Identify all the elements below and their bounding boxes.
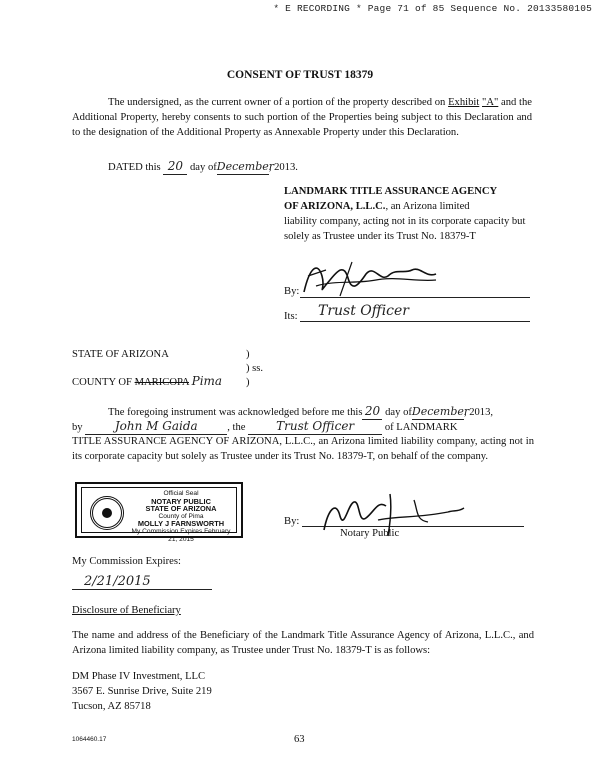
seal-border [81,487,237,543]
agency-name-2: OF ARIZONA, L.L.C. [284,201,386,212]
ack-line-2 [72,419,458,435]
commission-line [72,589,212,590]
intro-paragraph [72,95,532,141]
beneficiary-name: DM Phase IV Investment, LLC [72,671,206,682]
beneficiary-block [72,669,212,714]
dated-line [108,159,298,175]
agency-name-1: LANDMARK TITLE ASSURANCE AGENCY [284,186,498,197]
intro-text-rest: and the Additional Property, hereby consents to such portion of the Properties being subject to this Declaration and to the designation of the Additional Property as Annexable Property under this Declaration. [72,97,532,139]
exhibit-letter: "A" [482,97,499,108]
notary-role: Notary Public [340,528,400,539]
ack-by: by [72,422,83,433]
dated-month: December [217,159,269,175]
dated-mid: day of [190,162,217,173]
ack-line-1 [108,404,493,420]
seal-line-6: My Commission Expires February 21, 2015 [131,527,231,543]
dated-prefix: DATED this [108,162,161,173]
exhibit-word: Exhibit [448,97,480,108]
venue-paren-2: ) ss. [246,363,264,374]
ack-the: , the [227,422,246,433]
disclosure-text: The name and address of the Beneficiary of the Landmark Title Assurance Agency of Arizona, L.L.C., and Arizona limited liability company, as Trustee under Trust No. 18379-T is as follows: [72,630,534,657]
dated-suffix: , 2013. [268,162,298,173]
its-line [300,321,530,322]
agency-description: liability company, acting not in its corporate capacity but solely as Trustee under its Trust No. 18379-T [284,216,526,242]
by-label: By: [284,286,300,297]
ack-text-1: The foregoing instrument was acknowledged before me this [108,407,363,418]
venue-paren-3: ) [246,377,250,388]
venue-state: STATE OF ARIZONA [72,349,169,360]
ack-of: of LANDMARK [384,422,458,433]
notary-seal [75,482,243,543]
county-struck: MARICOPA [134,377,189,388]
county-written: Pima [191,374,223,388]
commission-label: My Commission Expires: [72,556,181,567]
beneficiary-address-2: Tucson, AZ 85718 [72,701,151,712]
beneficiary-address-1: 3567 E. Sunrise Drive, Suite 219 [72,686,212,697]
recording-header: * E RECORDING * Page 71 of 85 Sequence No. 20133580105 [273,3,592,14]
seal-text [130,490,232,543]
page-number: 63 [294,734,305,745]
its-label: Its: [284,311,298,322]
commission-date: 2/21/2015 [84,574,151,589]
trustee-signature [296,256,446,302]
disclosure-heading: Disclosure of Beneficiary [72,605,181,616]
ack-month: December [412,404,464,420]
ack-day: 20 [362,404,382,420]
ack-text-2: day of [385,407,412,418]
ack-text-3: , 2013, [463,407,494,418]
seal-line-4: County of Pima [158,512,204,520]
agency-desc-tail: , an Arizona limited [385,201,470,212]
seal-line-5: MOLLY J FARNSWORTH [137,519,225,529]
seal-line-3: STATE OF ARIZONA [145,504,217,514]
venue-paren-1: ) [246,349,250,360]
footer-doc-id: 1064460.17 [72,736,107,743]
dated-day: 20 [163,159,187,175]
state-seal-emblem [90,496,124,530]
document-title: CONSENT OF TRUST 18379 [226,69,374,81]
intro-text-start: The undersigned, as the current owner of a portion of the property described on [108,97,446,108]
seal-line-2: NOTARY PUBLIC [151,496,211,506]
agency-block [284,184,536,244]
ack-rest: TITLE ASSURANCE AGENCY OF ARIZONA, L.L.C., an Arizona limited liability company, acting not in its corporate capacity but solely as Trustee under its Trust No. 18379-T, on behalf of the company. [72,436,534,463]
seal-line-1: Official Seal [163,490,199,497]
notary-by-label: By: [284,516,300,527]
county-prefix: COUNTY OF [72,377,132,388]
its-handwritten: Trust Officer [318,303,409,319]
ack-name: John M Gaida [85,419,227,435]
venue-county [72,374,222,390]
ack-office: Trust Officer [248,419,382,435]
